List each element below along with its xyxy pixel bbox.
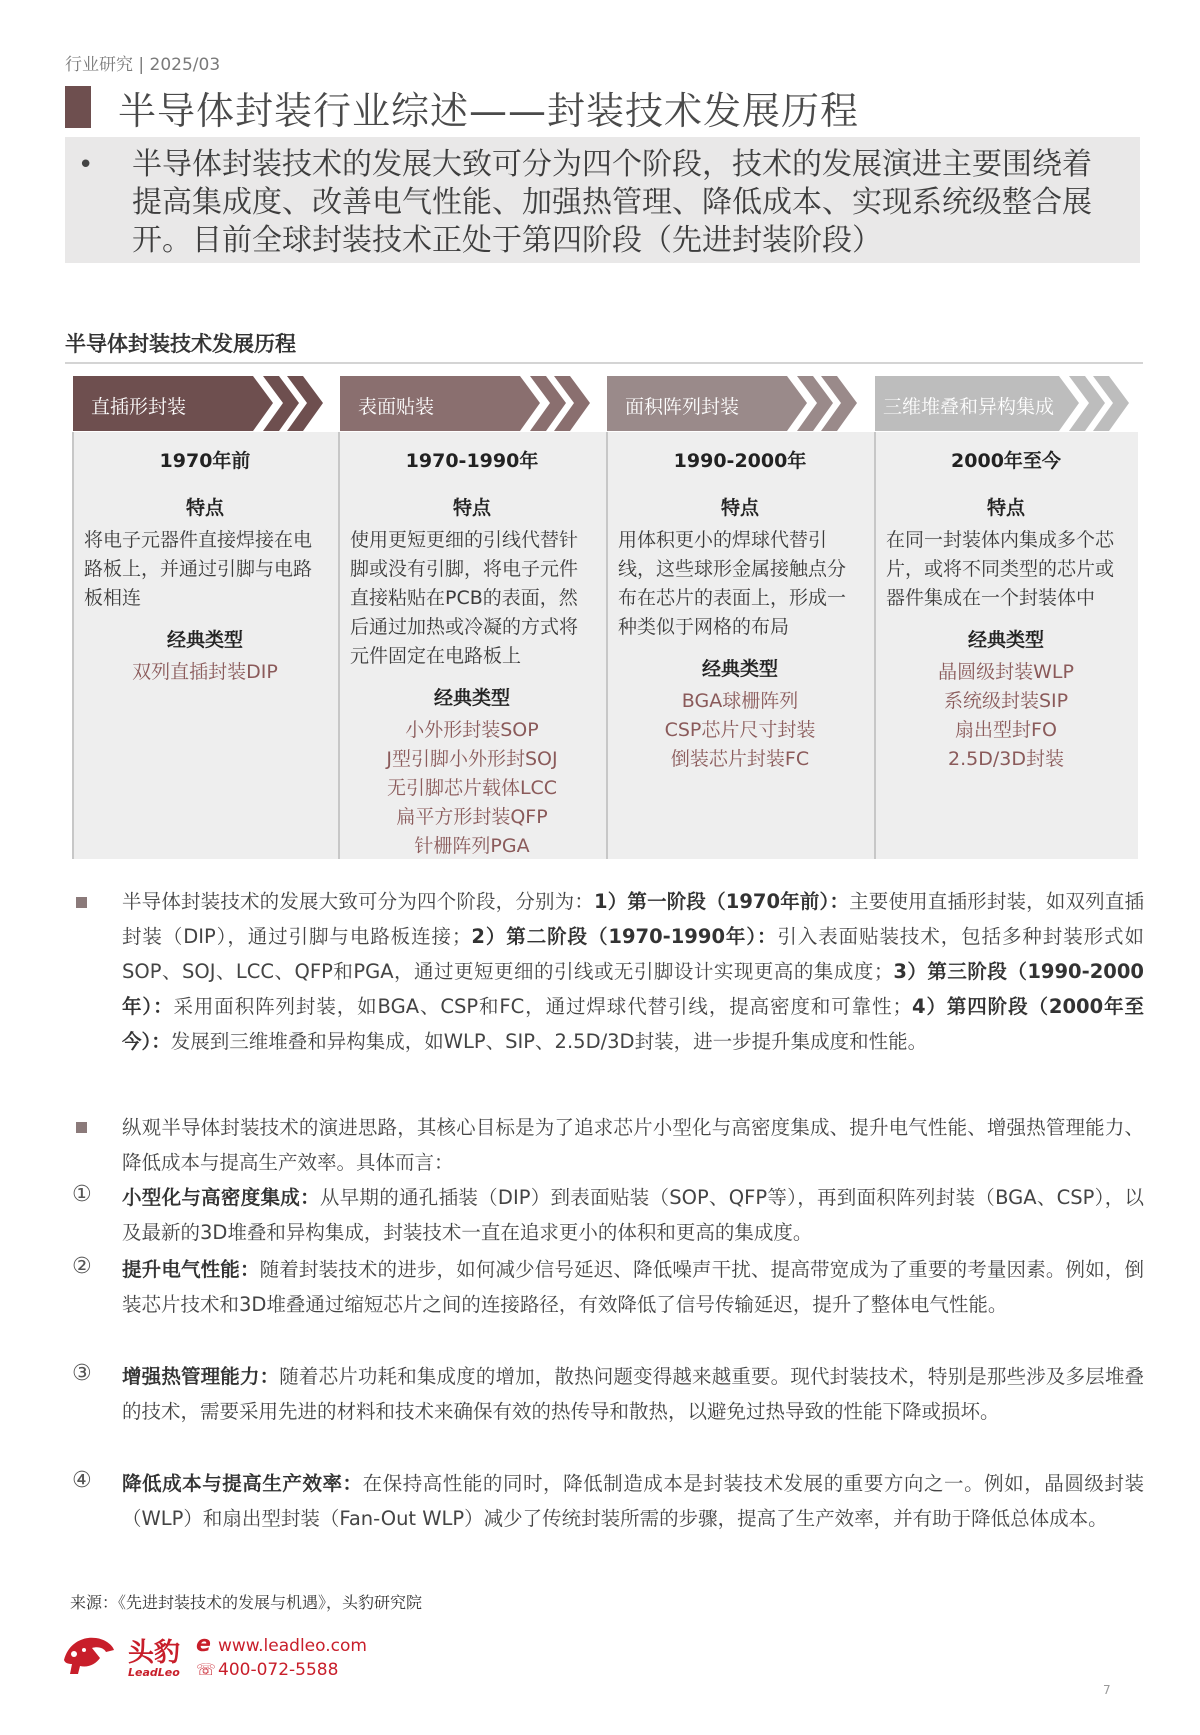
point-text: 在保持高性能的同时，降低制造成本是封装技术发展的重要方向之一。例如，晶圆级封装（WLP）和扇出型封装（Fan-Out WLP）减少了传统封装所需的步骤，提高了生产效率，并有助于降低总体成本。 <box>122 1472 1144 1530</box>
website-link[interactable]: www.leadleo.com <box>218 1636 367 1656</box>
point-title: 增强热管理能力： <box>122 1365 280 1388</box>
type-item: 晶圆级封装WLP <box>938 661 1074 683</box>
point-number: ③ <box>72 1361 92 1386</box>
square-bullet <box>76 1122 87 1133</box>
stage-period: 2000年至今 <box>951 450 1061 472</box>
stage-period: 1990-2000年 <box>673 450 807 472</box>
point-number: ① <box>72 1182 92 1207</box>
type-list <box>338 716 606 861</box>
stage-header-4 <box>875 376 1140 431</box>
stage-content <box>606 432 874 774</box>
summary-bullet: • <box>78 150 94 180</box>
point-number: ② <box>72 1254 92 1279</box>
text-span: 发展到三维堆叠和异构集成，如WLP、SIP、2.5D/3D封装，进一步提升集成度和性能。 <box>170 1030 928 1053</box>
stage-header-3 <box>607 376 865 431</box>
bold-span: 2）第二阶段（1970-1990年）： <box>471 925 778 948</box>
type-item: 扇出型封FO <box>955 719 1057 741</box>
feature-text: 将电子元器件直接焊接在电路板上，并通过引脚与电路板相连 <box>84 529 313 609</box>
bold-span: 4）第四阶段（2000年至今）： <box>122 995 1144 1053</box>
timeline-heading: 半导体封装技术发展历程 <box>65 332 296 356</box>
paragraph-stages <box>122 884 1144 1059</box>
stage-header-2 <box>340 376 598 431</box>
text-span: 半导体封装技术的发展大致可分为四个阶段，分别为： <box>122 890 595 913</box>
point-title: 降低成本与提高生产效率： <box>122 1472 363 1495</box>
stage-column-3 <box>606 432 874 859</box>
stage-column-1 <box>72 432 338 859</box>
phone-icon: ☏ <box>196 1660 217 1679</box>
text-span: 主要使用直插形封装，如双列直插封装（DIP），通过引脚与电路板连接； <box>122 890 1144 948</box>
type-item: 2.5D/3D封装 <box>948 748 1064 770</box>
type-list <box>72 658 338 687</box>
web-icon: e <box>196 1632 211 1657</box>
logo-english: LeadLeo <box>128 1666 180 1679</box>
stage-name: 三维堆叠和异构集成 <box>883 396 1055 418</box>
feature-text: 在同一封装体内集成多个芯片，或将不同类型的芯片或器件集成在一个封装体中 <box>886 529 1115 609</box>
title-accent-bar <box>65 86 91 128</box>
header-tag: 行业研究 | 2025/03 <box>65 55 221 75</box>
stage-column-2 <box>338 432 606 859</box>
point-text: 从早期的通孔插装（DIP）到表面贴装（SOP、QFP等），再到面积阵列封装（BGA、CSP），以及最新的3D堆叠和异构集成，封装技术一直在追求更小的体积和更高的集成度。 <box>122 1186 1144 1244</box>
feature-label: 特点 <box>185 497 224 519</box>
feature-text: 用体积更小的焊球代替引线，这些球形金属接触点分布在芯片的表面上，形成一种类似于网格的布局 <box>618 529 847 638</box>
stage-name: 表面贴装 <box>358 396 435 418</box>
point-item <box>122 1180 1144 1250</box>
type-item: 小外形封装SOP <box>405 719 539 741</box>
bold-span: 3）第三阶段（1990-2000年）： <box>122 960 1144 1018</box>
bold-span: 1）第一阶段（1970年前）： <box>594 890 850 913</box>
feature-label: 特点 <box>452 497 491 519</box>
type-item: CSP芯片尺寸封装 <box>664 719 816 741</box>
type-item: 双列直插封装DIP <box>132 661 278 683</box>
feature-label: 特点 <box>986 497 1025 519</box>
stage-name: 直插形封装 <box>91 396 187 418</box>
type-item: 扁平方形封装QFP <box>396 806 548 828</box>
summary-text: 半导体封装技术的发展大致可分为四个阶段，技术的发展演进主要围绕着提高集成度、改善电气性能、加强热管理、降低成本、实现系统级整合展开。目前全球封装技术正处于第四阶段（先进封装阶段） <box>132 147 1092 258</box>
phone-number: 400-072-5588 <box>218 1660 339 1680</box>
type-label: 经典类型 <box>433 687 510 709</box>
point-item <box>122 1466 1144 1536</box>
type-label: 经典类型 <box>967 629 1044 651</box>
stage-content <box>874 432 1138 774</box>
point-number: ④ <box>72 1468 92 1493</box>
logo-chinese: 头豹 <box>128 1638 181 1668</box>
type-item: J型引脚小外形封SOJ <box>386 748 558 770</box>
type-list <box>606 687 874 774</box>
paragraph-overview: 纵观半导体封装技术的演进思路，其核心目标是为了追求芯片小型化与高密度集成、提升电气性能、增强热管理能力、降低成本与提高生产效率。具体而言： <box>122 1116 1144 1174</box>
source-note: 来源：《先进封装技术的发展与机遇》，头豹研究院 <box>70 1593 423 1612</box>
feature-text: 使用更短更细的引线代替针脚或没有引脚，将电子元件直接粘贴在PCB的表面，然后通过加热或冷凝的方式将元件固定在电路板上 <box>350 529 579 667</box>
stage-name: 面积阵列封装 <box>625 396 740 418</box>
text-span: 引入表面贴装技术，包括多种封装形式如SOP、SOJ、LCC、QFP和PGA，通过更短更细的引线或无引脚设计实现更高的集成度； <box>122 925 1144 983</box>
type-label: 经典类型 <box>701 658 778 680</box>
point-item <box>122 1359 1144 1429</box>
point-title: 小型化与高密度集成： <box>122 1186 320 1209</box>
square-bullet <box>76 897 87 908</box>
page-title: 半导体封装行业综述——封装技术发展历程 <box>118 89 860 133</box>
stage-period: 1970年前 <box>159 450 251 472</box>
stage-content <box>338 432 606 861</box>
point-item <box>122 1252 1144 1322</box>
type-item: 系统级封装SIP <box>943 690 1069 712</box>
type-list <box>874 658 1138 774</box>
timeline-heading-rule <box>65 362 1143 364</box>
stage-header-1 <box>73 376 331 431</box>
stage-content <box>72 432 338 687</box>
text-span: 采用面积阵列封装，如BGA、CSP和FC，通过焊球代替引线，提高密度和可靠性； <box>173 995 912 1018</box>
type-item: 针栅阵列PGA <box>414 835 530 857</box>
page-number: 7 <box>1103 1683 1111 1697</box>
type-item: 无引脚芯片载体LCC <box>386 777 558 799</box>
stage-period: 1970-1990年 <box>405 450 539 472</box>
feature-label: 特点 <box>720 497 759 519</box>
type-item: BGA球栅阵列 <box>681 690 799 712</box>
leopard-logo-icon <box>60 1630 116 1676</box>
point-text: 随着封装技术的进步，如何减少信号延迟、降低噪声干扰、提高带宽成为了重要的考量因素。例如，倒装芯片技术和3D堆叠通过缩短芯片之间的连接路径，有效降低了信号传输延迟，提升了整体电气性能。 <box>122 1258 1144 1316</box>
type-item: 倒装芯片封装FC <box>670 748 810 770</box>
point-title: 提升电气性能： <box>122 1258 260 1281</box>
stage-column-4 <box>874 432 1138 859</box>
point-text: 随着芯片功耗和集成度的增加，散热问题变得越来越重要。现代封装技术，特别是那些涉及多层堆叠的技术，需要采用先进的材料和技术来确保有效的热传导和散热，以避免过热导致的性能下降或损坏。 <box>122 1365 1144 1423</box>
type-label: 经典类型 <box>166 629 243 651</box>
